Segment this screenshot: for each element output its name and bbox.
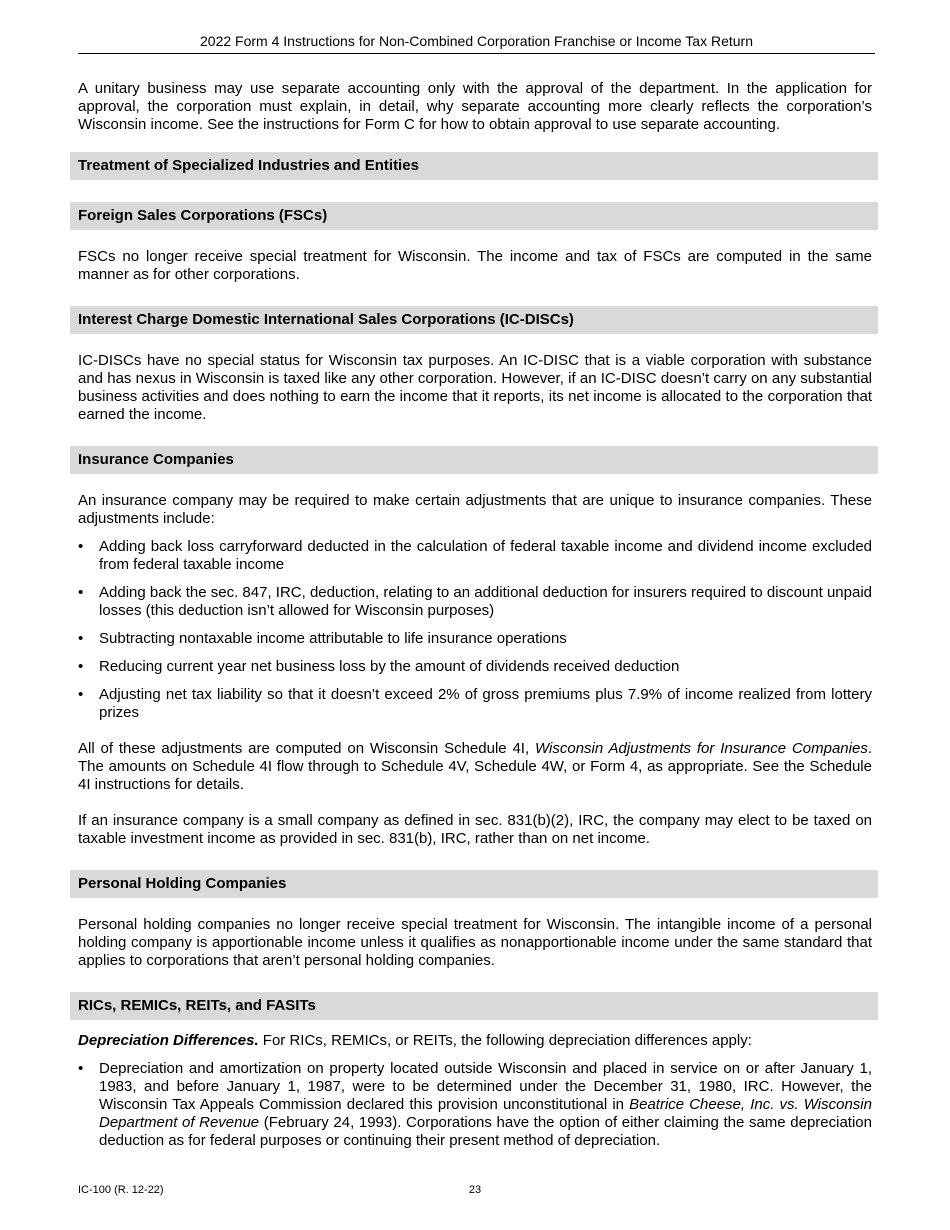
section-heading-icdisc: Interest Charge Domestic International Sales Corporations (IC-DISCs) bbox=[70, 306, 878, 334]
list-item-text: Adjusting net tax liability so that it doesn’t exceed 2% of gross premiums plus 7.9% of income realized from lottery prizes bbox=[99, 686, 872, 721]
intro-paragraph: A unitary business may use separate accounting only with the approval of the department. In the application for approval, the corporation must explain, in detail, why separate accounting more clearly reflects the corporation’s Wisconsin income. See the instructions for Form C for how to obtain approval to use separate accounting. bbox=[78, 80, 872, 133]
list-item-text: Reducing current year net business loss by the amount of dividends received deduction bbox=[99, 658, 680, 675]
list-item bbox=[78, 584, 872, 620]
rics-depreciation-list bbox=[78, 1060, 872, 1150]
section-heading-phc: Personal Holding Companies bbox=[70, 870, 878, 898]
text-run: Depreciation and amortization on property located outside Wisconsin and placed in service on or after January 1, 1983, and before January 1, 1987, were to be determined under the December 31, 1980, IRC. However, the Wisconsin Tax Appeals Commission declared this provision unconstitutional in bbox=[99, 1060, 872, 1113]
text-run: . The amounts on Schedule 4I flow through to Schedule 4V, Schedule 4W, or Form 4, as appropriate. See the Schedule 4I instructions for details. bbox=[78, 740, 872, 793]
list-item bbox=[78, 630, 872, 648]
list-item-text: Adding back the sec. 847, IRC, deduction, relating to an additional deduction for insurers required to discount unpaid losses (this deduction isn’t allowed for Wisconsin purposes) bbox=[99, 584, 872, 619]
icdisc-paragraph: IC-DISCs have no special status for Wisconsin tax purposes. An IC-DISC that is a viable corporation with substance and has nexus in Wisconsin is taxed like any other corporation. However, if an IC-DISC doesn’t carry on any substantial business activities and does nothing to earn the income that it reports, its net income is allocated to the corporation that earned the income. bbox=[78, 352, 872, 423]
insurance-adjustments-list bbox=[78, 538, 872, 722]
schedule-title: Wisconsin Adjustments for Insurance Companies bbox=[535, 740, 868, 757]
footer-form-id: IC-100 (R. 12-22) bbox=[78, 1184, 164, 1196]
list-item bbox=[78, 686, 872, 722]
insurance-small-company-paragraph: If an insurance company is a small company as defined in sec. 831(b)(2), IRC, the company may elect to be taxed on taxable investment income as provided in sec. 831(b), IRC, rather than on net income. bbox=[78, 812, 872, 847]
bullet-icon: • bbox=[78, 584, 84, 601]
fsc-paragraph: FSCs no longer receive special treatment for Wisconsin. The income and tax of FSCs are computed in the same manner as for other corporations. bbox=[78, 248, 872, 283]
section-heading-specialized: Treatment of Specialized Industries and Entities bbox=[70, 152, 878, 180]
list-item bbox=[78, 658, 872, 676]
case-citation: Beatrice Cheese, Inc. vs. Wisconsin Department of Revenue bbox=[99, 1096, 872, 1131]
list-item bbox=[78, 538, 872, 574]
insurance-schedule-paragraph bbox=[78, 740, 872, 794]
section-heading-insurance: Insurance Companies bbox=[70, 446, 878, 474]
page-content bbox=[78, 80, 872, 1168]
text-run: All of these adjustments are computed on Wisconsin Schedule 4I, bbox=[78, 740, 535, 757]
phc-paragraph: Personal holding companies no longer receive special treatment for Wisconsin. The intangible income of a personal holding company is apportionable income unless it qualifies as nonapportionable income under the same standard that applies to corporations that aren’t personal holding companies. bbox=[78, 916, 872, 969]
running-header: 2022 Form 4 Instructions for Non-Combined Corporation Franchise or Income Tax Return bbox=[78, 33, 875, 54]
bullet-icon: • bbox=[78, 686, 84, 703]
bullet-icon: • bbox=[78, 538, 84, 555]
list-item-text: Subtracting nontaxable income attributable to life insurance operations bbox=[99, 630, 567, 647]
bullet-icon: • bbox=[78, 658, 84, 675]
text-run: For RICs, REMICs, or REITs, the following depreciation differences apply: bbox=[258, 1032, 752, 1049]
text-run: (February 24, 1993). Corporations have the option of either claiming the same depreciation deduction as for federal purposes or continuing their present method of depreciation. bbox=[99, 1114, 872, 1149]
bullet-icon: • bbox=[78, 1060, 84, 1077]
footer-page-number: 23 bbox=[468, 1184, 482, 1196]
section-heading-rics: RICs, REMICs, REITs, and FASITs bbox=[70, 992, 878, 1020]
bullet-icon: • bbox=[78, 630, 84, 647]
rics-lead-paragraph bbox=[78, 1032, 872, 1050]
insurance-intro: An insurance company may be required to make certain adjustments that are unique to insurance companies. These adjustments include: bbox=[78, 492, 872, 527]
list-item-text: Adding back loss carryforward deducted in the calculation of federal taxable income and dividend income excluded from federal taxable income bbox=[99, 538, 872, 573]
list-item bbox=[78, 1060, 872, 1150]
rics-lead-heading: Depreciation Differences. bbox=[78, 1032, 259, 1049]
section-heading-fsc: Foreign Sales Corporations (FSCs) bbox=[70, 202, 878, 230]
